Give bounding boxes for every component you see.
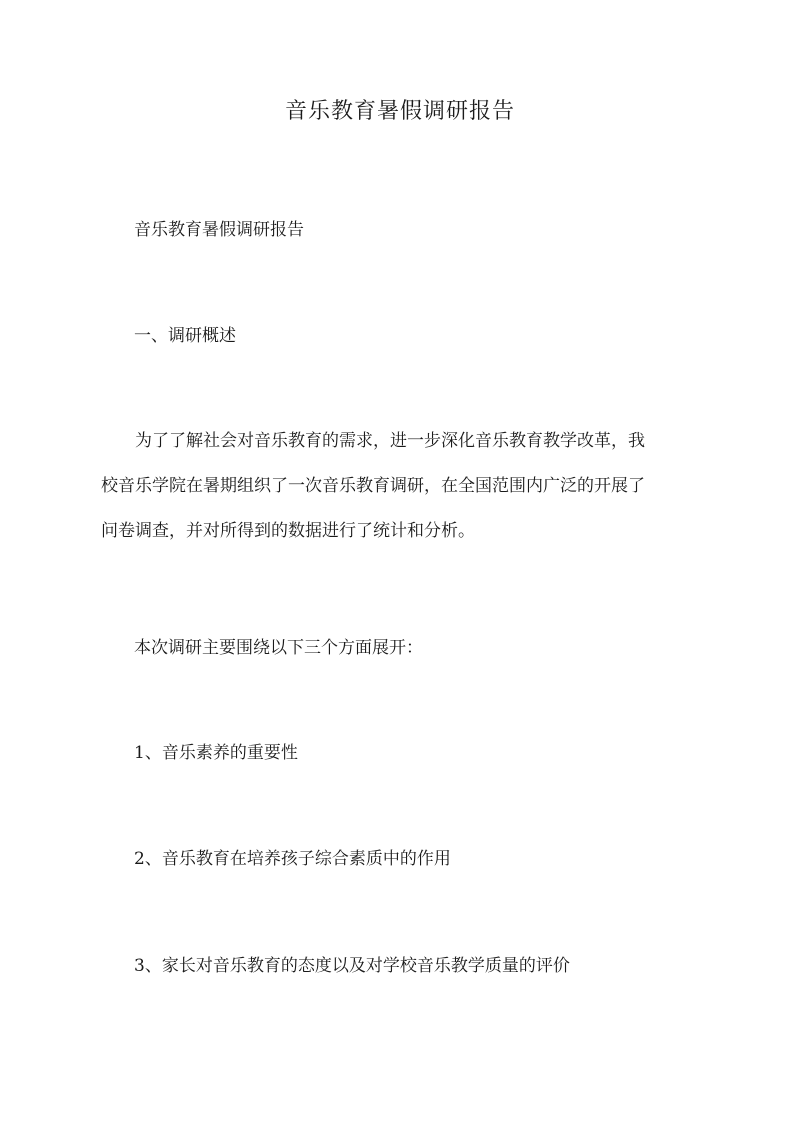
list-item: 1、音乐素养的重要性 — [134, 743, 298, 763]
scope-intro: 本次调研主要围绕以下三个方面展开： — [134, 638, 423, 658]
intro-line-1: 为了了解社会对音乐教育的需求，进一步深化音乐教育教学改革，我 — [135, 431, 645, 451]
intro-line-2: 校音乐学院在暑期组织了一次音乐教育调研，在全国范围内广泛的开展了 — [101, 476, 645, 496]
section-heading: 一、调研概述 — [134, 326, 236, 346]
intro-line-3: 问卷调查，并对所得到的数据进行了统计和分析。 — [101, 521, 475, 541]
intro-paragraph — [101, 419, 703, 554]
document-subtitle: 音乐教育暑假调研报告 — [134, 220, 304, 240]
document-title: 音乐教育暑假调研报告 — [284, 99, 515, 124]
list-item: 2、音乐教育在培养孩子综合素质中的作用 — [134, 849, 451, 869]
list-item: 3、家长对音乐教育的态度以及对学校音乐教学质量的评价 — [134, 956, 570, 976]
